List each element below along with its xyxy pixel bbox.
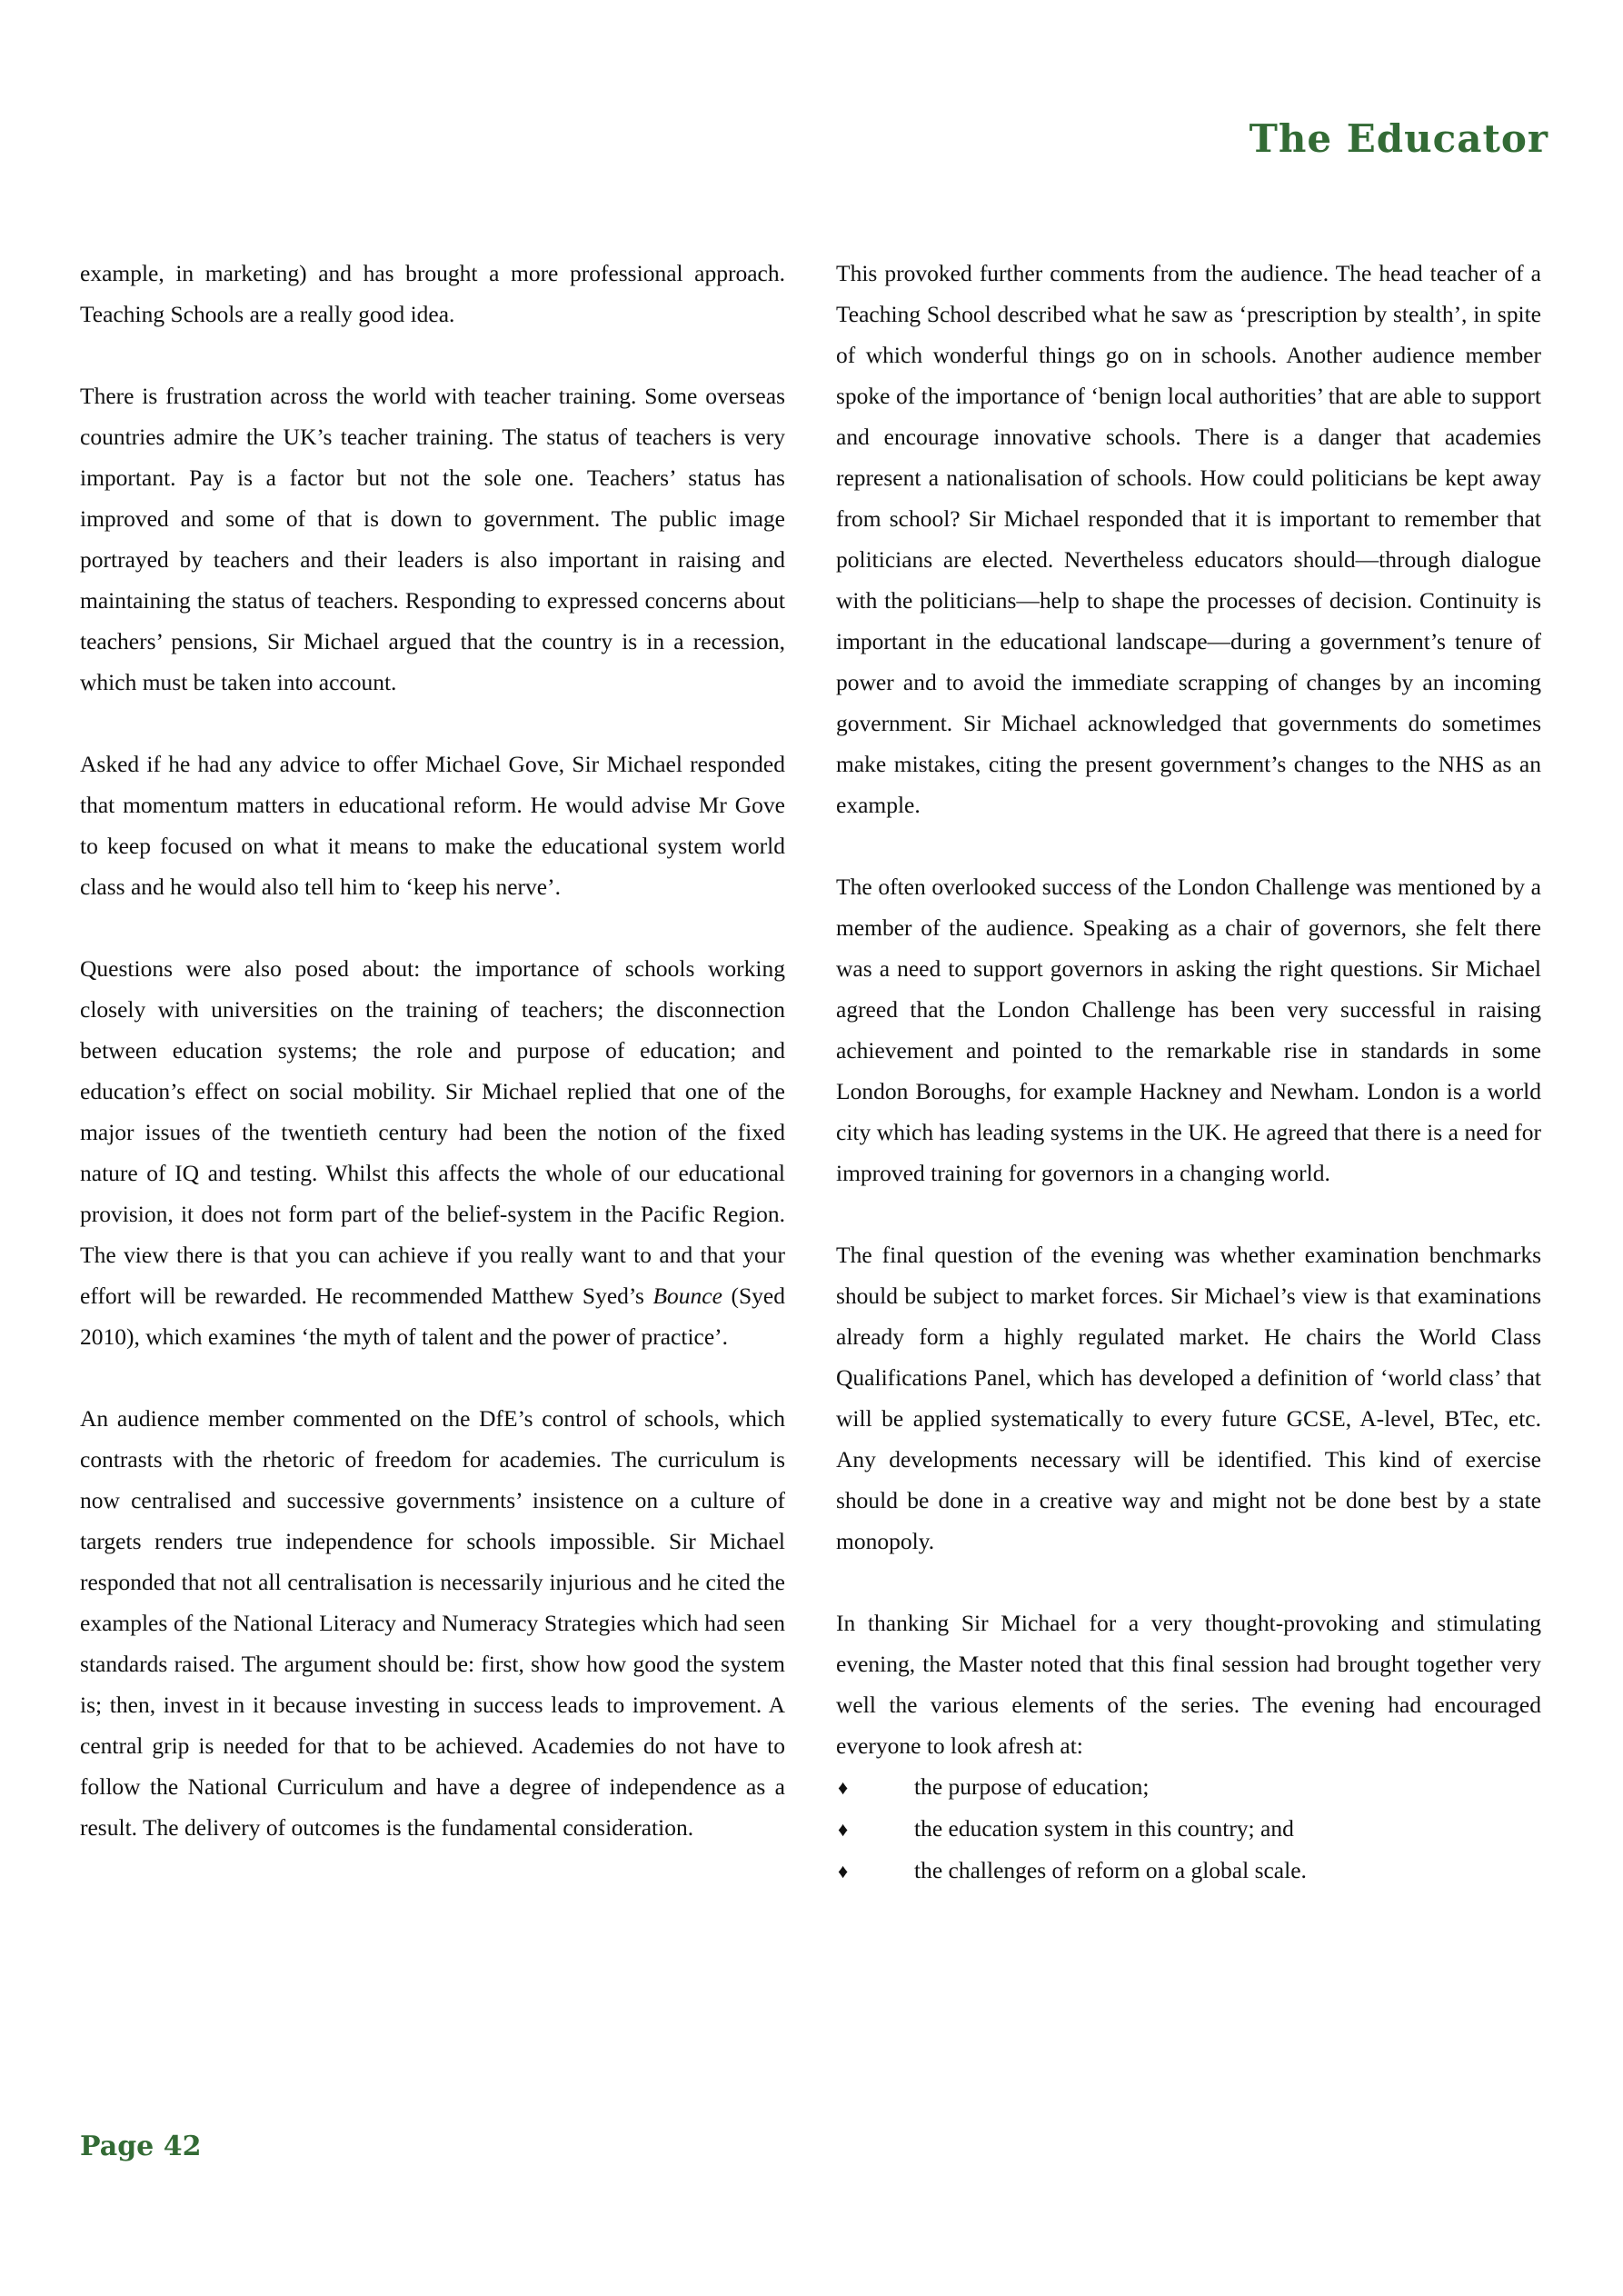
paragraph: There is frustration across the world with teacher training. Some overseas countries admire the UK’s teacher training. The status of teachers is very important. Pay is a factor but not the sole one. Teachers’ status has improved and some of that is down to government. The public image portrayed by teachers and their leaders is also important in raising and maintaining the status of teachers. Responding to expressed concerns about teachers’ pensions, Sir Michael argued that the country is in a recession, which must be taken into account. [80,383,785,695]
paragraph: In thanking Sir Michael for a very thought-provoking and stimulating evening, the Master noted that this final session had brought together very well the various elements of the series. The evening had encouraged everyone to look afresh at: [836,1610,1541,1759]
text-span: Questions were also posed about: the importance of schools working closely with universities on the training of teachers; the disconnection between education systems; the role and purpose of education; and education’s effect on social mobility. Sir Michael replied that one of the major issues of the twentieth century had been the notion of the fixed nature of IQ and testing. Whilst this affects the whole of our educational provision, it does not form part of the belief-system in the Pacific Region. The view there is that you can achieve if you really want to and that your effort will be rewarded. He recommended Matthew Syed’s [80,955,785,1309]
paragraph: The often overlooked success of the London Challenge was mentioned by a member of the audience. Speaking as a chair of governors, she felt there was a need to support governors in asking the right questions. Sir Michael agreed that the London Challenge has been very successful in raising achievement and pointed to the remarkable rise in standards in some London Boroughs, for example Hackney and Newham. London is a world city which has leading systems in the UK. He agreed that there is a need for improved training for governors in a changing world. [836,873,1541,1186]
list-item [836,1850,1541,1892]
book-title: Bounce [652,1283,722,1309]
list-item-text: the challenges of reform on a global scale. [914,1857,1307,1883]
left-column [80,253,785,1848]
diamond-bullet-icon: ♦ [838,1860,849,1882]
paragraph: An audience member commented on the DfE’s control of schools, which contrasts with the rhetoric of freedom for academies. The curriculum is now centralised and successive governments’ insistence on a culture of targets renders true independence for schools impossible. Sir Michael responded that not all centralisation is necessarily injurious and he cited the examples of the National Literacy and Numeracy Strategies which had seen standards raised. The argument should be: first, show how good the system is; then, invest in it because investing in success leads to improvement. A central grip is needed for that to be achieved. Academies do not have to follow the National Curriculum and have a degree of independence as a result. The delivery of outcomes is the fundamental consideration. [80,1405,785,1841]
diamond-bullet-icon: ♦ [838,1776,849,1799]
paragraph: example, in marketing) and has brought a more professional approach. Teaching Schools are a really good idea. [80,260,785,327]
list-item-text: the education system in this country; and [914,1815,1294,1842]
publication-title: The Educator [1249,116,1548,161]
list-item [836,1808,1541,1850]
paragraph: The final question of the evening was whether examination benchmarks should be subject to market forces. Sir Michael’s view is that examinations already form a highly regulated market. He chairs the World Class Qualifications Panel, which has developed a definition of ‘world class’ that will be applied systematically to every future GCSE, A-level, BTec, etc. Any developments necessary will be identified. This kind of exercise should be done in a creative way and might not be done best by a state monopoly. [836,1242,1541,1554]
paragraph-with-citation [80,948,785,1357]
paragraph: This provoked further comments from the audience. The head teacher of a Teaching School described what he saw as ‘prescription by stealth’, in spite of which wonderful things go on in schools. Another audience member spoke of the importance of ‘benign local authorities’ that are able to support and encourage innovative schools. There is a danger that academies represent a nationalisation of schools. How could politicians be kept away from school? Sir Michael responded that it is important to remember that politicians are elected. Nevertheless educators should—through dialogue with the politicians—help to shape the processes of decision. Continuity is important in the educational landscape—during a government’s tenure of power and to avoid the immediate scrapping of changes by an incoming government. Sir Michael acknowledged that governments do sometimes make mistakes, citing the present government’s changes to the NHS as an example. [836,260,1541,818]
text-span: (Syed 2010), which examines ‘the myth of talent and the power of practice’. [80,1283,785,1350]
page-number: Page 42 [80,2131,202,2162]
diamond-bullet-icon: ♦ [838,1818,849,1841]
list-item [836,1766,1541,1808]
bullet-list [836,1766,1541,1892]
list-item-text: the purpose of education; [914,1773,1150,1800]
paragraph: Asked if he had any advice to offer Michael Gove, Sir Michael responded that momentum matters in educational reform. He would advise Mr Gove to keep focused on what it means to make the educational system world class and he would also tell him to ‘keep his nerve’. [80,751,785,900]
right-column [836,253,1541,1892]
